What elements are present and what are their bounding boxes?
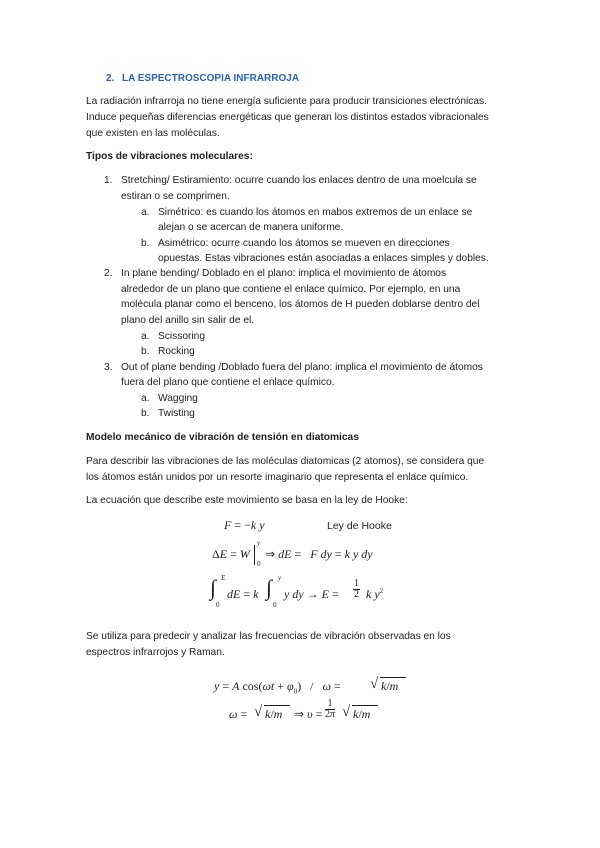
list-number: 3. — [104, 362, 113, 373]
sqrt-content: k/m — [265, 707, 283, 721]
sub-letter: b. — [141, 238, 150, 249]
list-item-line: fuera del plano que contiene el enlace químico. — [121, 377, 335, 388]
upper-limit: y — [278, 574, 282, 582]
list-number: 1. — [104, 175, 113, 186]
sub-letter: b. — [141, 346, 150, 357]
evaluation-bar — [254, 545, 255, 565]
sqrt-sign: √ — [254, 704, 263, 720]
sqrt-sign: √ — [370, 676, 379, 692]
intro-line: Induce pequeñas diferencias energéticas que generan los distintos estados vibracionales — [86, 112, 489, 123]
equation-hooke-label: Ley de Hooke — [327, 520, 392, 532]
equation-frequency-arrow: ⇒ υ = — [294, 707, 323, 721]
list-item-line: Out of plane bending /Doblado fuera del plano: implica el movimiento de átomos — [121, 362, 483, 373]
usage-line: Se utiliza para predecir y analizar las frecuencias de vibración observadas en los — [86, 631, 451, 642]
list-item-line: Stretching/ Estiramiento: ocurre cuando los enlaces dentro de una moelcula se — [121, 175, 477, 186]
equation-harmonic: y = A $\cos(\omega t + \varphi_0) / \omega$ = — [214, 679, 341, 696]
list-item-line: plano del anillo sin salir de el. — [121, 315, 255, 326]
integral-sign: ∫ — [210, 575, 217, 600]
sub-item-line: Rocking — [158, 346, 195, 357]
sqrt-bar — [380, 677, 406, 678]
equation-integral-right: y dy → E = — [284, 587, 339, 601]
lower-limit: 0 — [273, 601, 277, 609]
fraction-half: $\frac{1}{2}$ — [354, 578, 359, 600]
upper-limit: E — [221, 574, 226, 582]
sub-letter: a. — [141, 331, 150, 342]
sqrt-content: k/m — [353, 707, 371, 721]
model-text-line: Para describir las vibraciones de las moléculas diatomicas (2 atomos), se considera que — [86, 456, 485, 467]
lower-limit: 0 — [257, 560, 261, 568]
usage-line: espectros infrarrojos y Raman. — [86, 647, 225, 658]
sub-letter: a. — [141, 393, 150, 404]
equation-frequency: ω = — [229, 707, 248, 721]
sub-letter: a. — [141, 207, 150, 218]
equation-energy-work: ΔE = W — [212, 547, 250, 561]
sub-item-line: opuestas. Estas vibraciones están asociadas a enlaces simples y dobles. — [158, 253, 489, 264]
lower-limit: 0 — [216, 601, 220, 609]
list-item-line: estiran o se comprimen. — [121, 191, 230, 202]
list-item-line: molécula planar como el benceno, los átomos de H pueden doblarse dentro del — [121, 299, 480, 310]
intro-line: La radiación infrarroja no tiene energía suficiente para producir transiciones electrónicas. — [86, 96, 487, 107]
sqrt-sign: √ — [342, 704, 351, 720]
sub-item-line: Twisting — [158, 408, 195, 419]
sub-item-line: Wagging — [158, 393, 198, 404]
equation-integral-left: dE = k — [227, 587, 259, 601]
sub-item-line: Scissoring — [158, 331, 205, 342]
section-number: 2. — [106, 73, 115, 84]
intro-line: que existen en las moléculas. — [86, 128, 220, 139]
hooke-text: La ecuación que describe este movimiento se basa en la ley de Hooke: — [86, 495, 408, 506]
sqrt-bar — [264, 705, 290, 706]
list-number: 2. — [104, 268, 113, 279]
section-title: LA ESPECTROSCOPIA INFRARROJA — [122, 73, 300, 84]
sqrt-bar — [352, 705, 378, 706]
types-heading: Tipos de vibraciones moleculares: — [86, 151, 253, 162]
equation-hooke: F = −k y — [224, 518, 265, 532]
model-heading: Modelo mecánico de vibración de tensión en diatomicas — [86, 432, 359, 443]
sqrt-content: k/m — [381, 679, 399, 693]
list-item-line: alrededor de un plano que contiene el enlace químico. Por ejemplo, en una — [121, 284, 461, 295]
upper-limit: y — [257, 539, 261, 547]
model-text-line: los átomos están unidos por un resorte imaginario que representa el enlace químico. — [86, 472, 469, 483]
sub-item-line: alejan o se acercan de manera uniforme. — [158, 222, 344, 233]
equation-energy-work-rhs: ⇒ dE = F dy = k y dy — [265, 547, 373, 561]
equation-integral-result: k $y^2$ — [366, 587, 384, 601]
sub-item-line: Asimétrico: ocurre cuando los átomos se mueven en direcciones — [158, 238, 450, 249]
sub-item-line: Simétrico: es cuando los átomos en mabos extremos de un enlace se — [158, 207, 473, 218]
fraction-one-over-two-pi: $\frac{1}{2\pi}$ — [325, 698, 336, 720]
integral-sign: ∫ — [266, 575, 273, 600]
sub-letter: b. — [141, 408, 150, 419]
list-item-line: In plane bending/ Doblado en el plano: implica el movimiento de átomos — [121, 268, 447, 279]
